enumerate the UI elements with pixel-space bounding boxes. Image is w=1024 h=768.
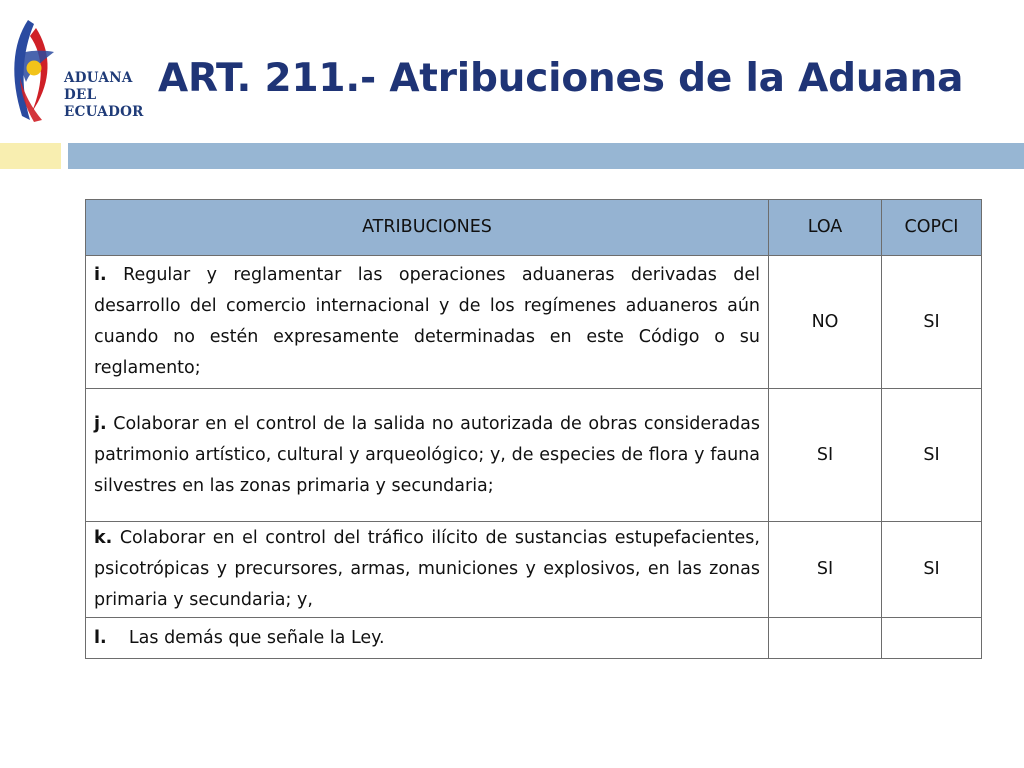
table-row	[86, 618, 982, 659]
item-text: Colaborar en el control de la salida no autorizada de obras consideradas patrimonio artístico, cultural y arqueológico; y, de especies de flora y fauna silvestres en las zonas primaria y secundaria;	[94, 413, 760, 496]
item-letter: i.	[94, 265, 107, 285]
logo-text	[64, 70, 144, 121]
item-letter: l.	[94, 627, 107, 648]
item-letter: j.	[94, 413, 107, 434]
accent-bar-yellow	[0, 143, 61, 169]
loa-cell: SI	[769, 522, 882, 618]
loa-cell: NO	[769, 256, 882, 389]
item-text: Las demás que señale la Ley.	[128, 627, 385, 648]
attribution-cell	[86, 256, 769, 389]
attribution-cell	[86, 389, 769, 522]
item-text: Colaborar en el control del tráfico ilícito de sustancias estupefacientes, psicotrópicas y precursores, armas, municiones y explosivos, en las zonas primaria y secundaria; y,	[94, 528, 760, 610]
table-row	[86, 389, 982, 522]
copci-cell	[882, 618, 982, 659]
logo-line-1: ADUANA	[64, 70, 133, 86]
header-atribuciones: ATRIBUCIONES	[86, 200, 769, 256]
logo-line-3: ECUADOR	[64, 104, 144, 120]
slide-title: ART. 211.- Atribuciones de la Aduana	[158, 56, 964, 101]
loa-cell	[769, 618, 882, 659]
accent-bar-blue	[68, 143, 1024, 169]
table-row	[86, 256, 982, 389]
item-text: Regular y reglamentar las operaciones aduaneras derivadas del desarrollo del comercio internacional y de los regímenes aduaneros aún cuando no estén expresamente determinadas en este Código o su reglamento;	[94, 265, 760, 378]
header-loa: LOA	[769, 200, 882, 256]
loa-cell: SI	[769, 389, 882, 522]
copci-cell: SI	[882, 256, 982, 389]
table-header-row	[86, 200, 982, 256]
item-letter: k.	[94, 528, 113, 548]
attributions-table	[85, 199, 982, 659]
header-copci: COPCI	[882, 200, 982, 256]
copci-cell: SI	[882, 522, 982, 618]
logo-line-2: DEL	[64, 87, 97, 103]
attribution-cell	[86, 522, 769, 618]
attribution-cell	[86, 618, 769, 659]
aduana-logo	[10, 16, 144, 128]
aduana-ecuador-logo-icon	[10, 16, 70, 128]
table-row	[86, 522, 982, 618]
copci-cell: SI	[882, 389, 982, 522]
